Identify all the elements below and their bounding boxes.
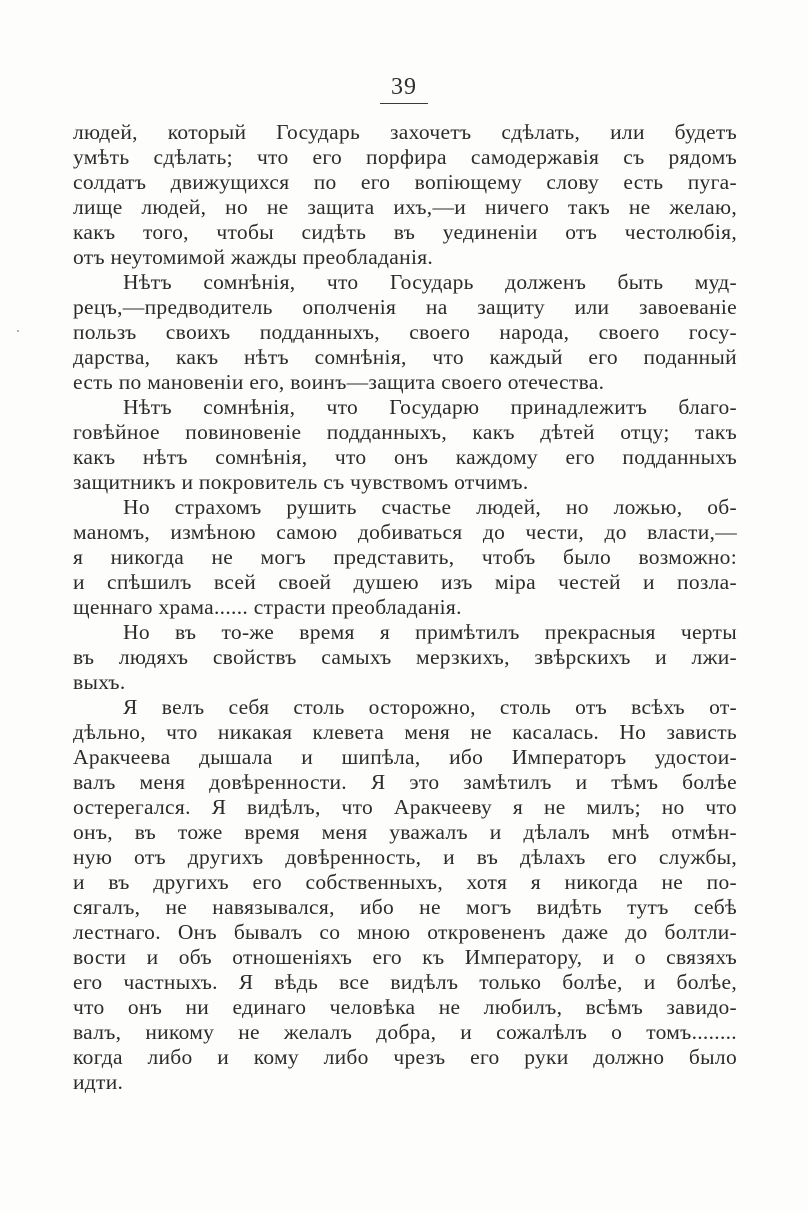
text-line: валъ, никому не желалъ добра, и сожалѣлъ о томъ........ [73, 1020, 737, 1044]
paragraph-first-line: Нѣтъ сомнѣнія, что Государь долженъ быть муд- [123, 270, 737, 294]
text-line: людей, который Государь захочетъ сдѣлать, или будетъ [73, 120, 737, 144]
page-number: 39 [391, 74, 417, 100]
text-line: умѣть сдѣлать; что его порфира самодержавія съ рядомъ [73, 145, 737, 169]
text-line: идти. [73, 1070, 124, 1094]
text-line: пользъ своихъ подданныхъ, своего народа, своего госу- [73, 320, 737, 344]
paragraph-first-line: Но въ то-же время я примѣтилъ прекрасныя черты [123, 620, 737, 644]
text-line: говѣйное повиновеніе подданныхъ, какъ дѣтей отцу; такъ [73, 420, 737, 444]
text-line: и спѣшилъ всей своей душею изъ міра честей и позла- [73, 570, 737, 594]
text-line: и въ другихъ его собственныхъ, хотя я никогда не по- [73, 870, 737, 894]
body-text [73, 120, 737, 1095]
text-line: я никогда не могъ представить, чтобъ было возможно: [73, 545, 737, 569]
text-line: валъ меня довѣренности. Я это замѣтилъ и тѣмъ болѣе [73, 770, 737, 794]
text-line: лестнаго. Онъ бывалъ со мною откровененъ даже до болтли- [73, 920, 737, 944]
text-line: онъ, въ тоже время меня уважалъ и дѣлалъ мнѣ отмѣн- [73, 820, 737, 844]
text-line: въ людяхъ свойствъ самыхъ мерзкихъ, звѣрскихъ и лжи- [73, 645, 737, 669]
text-line: Аракчеева дышала и шипѣла, ибо Императоръ удостои- [73, 745, 737, 769]
text-line: какъ того, чтобы сидѣть въ уединеніи отъ честолюбія, [73, 220, 737, 244]
text-line: рецъ,—предводитель ополченія на защиту или завоеваніе [73, 295, 737, 319]
text-line: вости и объ отношеніяхъ его къ Императору, и о связяхъ [73, 945, 737, 969]
text-line: защитникъ и покровитель съ чувствомъ отчимъ. [73, 470, 529, 494]
text-line: солдатъ движущихся по его вопіющему слову есть пуга- [73, 170, 737, 194]
text-line: его частныхъ. Я вѣдь все видѣлъ только болѣе, и болѣе, [73, 970, 737, 994]
text-line: отъ неутомимой жажды преобладанія. [73, 245, 434, 269]
text-line: что онъ ни единаго человѣка не любилъ, всѣмъ завидо- [73, 995, 737, 1019]
text-line: какъ нѣтъ сомнѣнія, что онъ каждому его подданныхъ [73, 445, 737, 469]
paragraph-first-line: Но страхомъ рушить счастье людей, но ложью, об- [123, 495, 737, 519]
margin-speck [17, 330, 19, 332]
text-line: когда либо и кому либо чрезъ его руки должно было [73, 1045, 737, 1069]
page-number-underline [380, 103, 428, 104]
text-line: дарства, какъ нѣтъ сомнѣнія, что каждый его поданный [73, 345, 737, 369]
text-line: есть по мановеніи его, воинъ—защита своего отечества. [73, 370, 605, 394]
paragraph-first-line: Нѣтъ сомнѣнія, что Государю принадлежитъ благо- [123, 395, 737, 419]
text-line: выхъ. [73, 670, 126, 694]
text-line: щеннаго храма...... страсти преобладанія. [73, 595, 462, 619]
text-line: лище людей, но не защита ихъ,—и ничего такъ не желаю, [73, 195, 737, 219]
paragraph-first-line: Я велъ себя столь осторожно, столь отъ всѣхъ от- [123, 695, 737, 719]
text-line: ную отъ другихъ довѣренность, и въ дѣлахъ его службы, [73, 845, 737, 869]
text-line: сягалъ, не навязывался, ибо не могъ видѣть тутъ себѣ [73, 895, 737, 919]
text-line: дѣльно, что никакая клевета меня не касалась. Но зависть [73, 720, 737, 744]
text-line: остерегался. Я видѣлъ, что Аракчееву я не милъ; но что [73, 795, 737, 819]
text-line: маномъ, измѣною самою добиваться до чести, до власти,— [73, 520, 737, 544]
